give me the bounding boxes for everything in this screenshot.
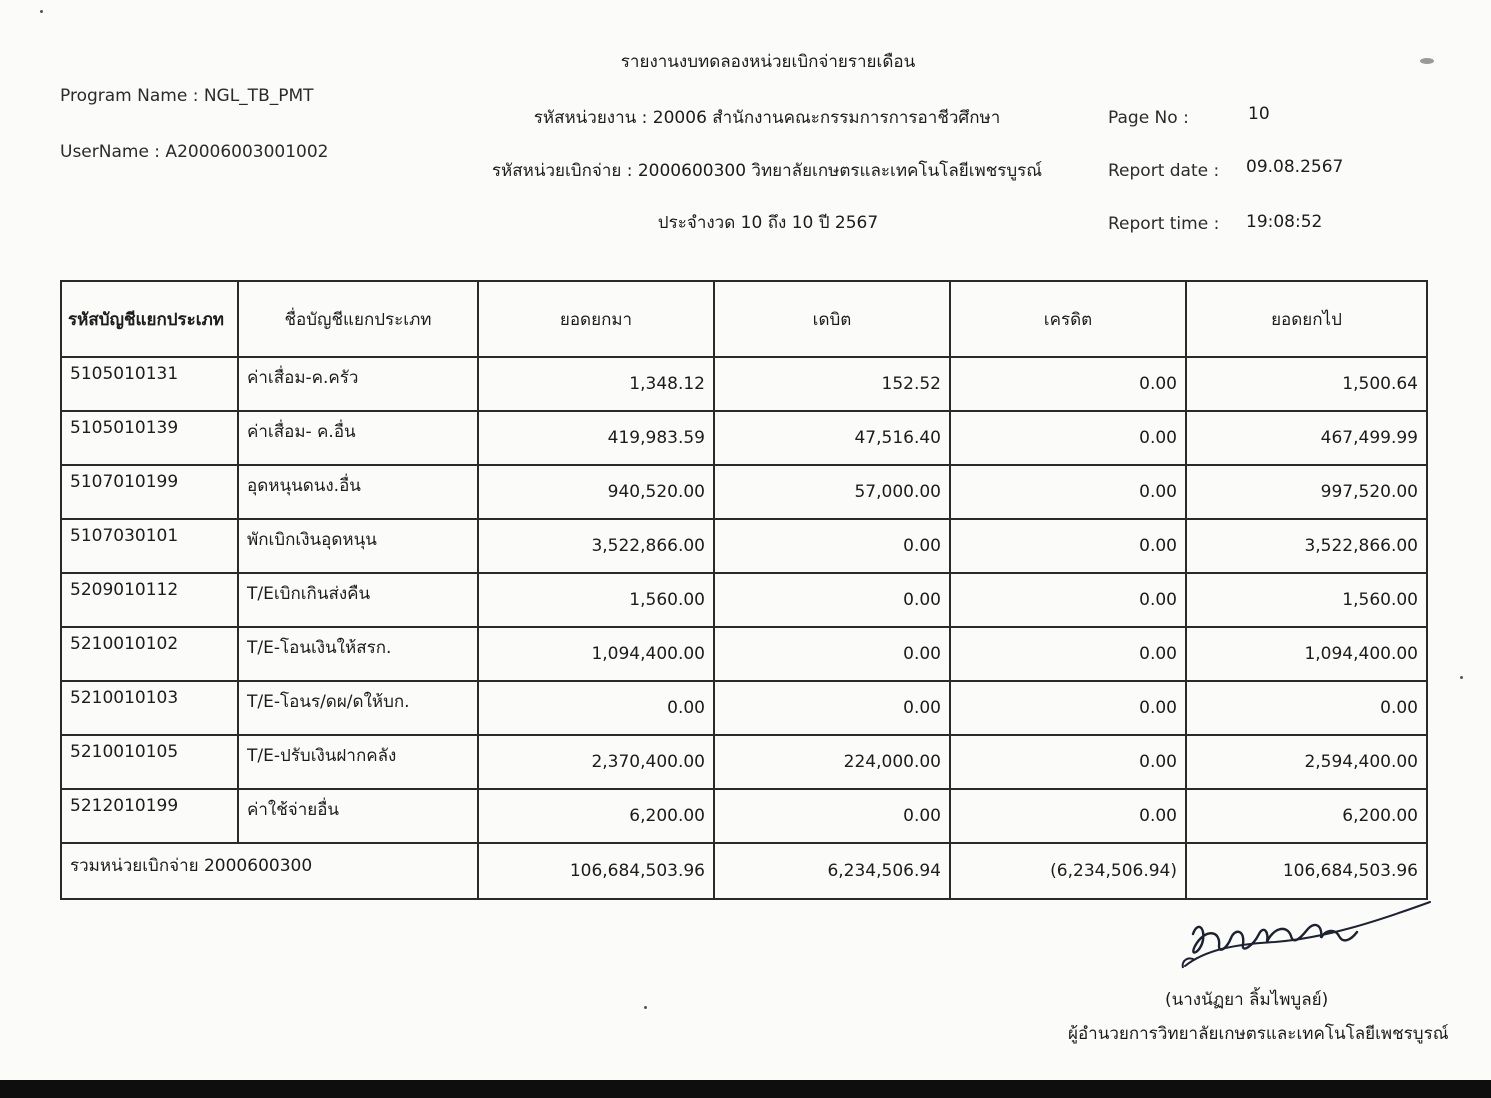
total-credit: (6,234,506.94) — [950, 843, 1186, 899]
cell-account-name: ค่าเสื่อม- ค.อื่น — [238, 411, 478, 465]
total-debit: 6,234,506.94 — [714, 843, 950, 899]
report-time-value: 19:08:52 — [1246, 212, 1323, 232]
page-bottom-edge — [0, 1080, 1491, 1098]
page-no-label: Page No : — [1108, 108, 1189, 128]
cell-carried-forward: 467,499.99 — [1186, 411, 1427, 465]
table-row — [61, 627, 1427, 681]
cell-account-name: พักเบิกเงินอุดหนุน — [238, 519, 478, 573]
report-title: รายงานงบทดลองหน่วยเบิกจ่ายรายเดือน — [620, 52, 916, 72]
cell-credit: 0.00 — [950, 789, 1186, 843]
cell-account-code: 5210010102 — [61, 627, 238, 681]
table-row — [61, 519, 1427, 573]
signer-name: (นางนัฏยา ลิ้มไพบูลย์) — [1165, 990, 1329, 1010]
cell-account-code: 5210010105 — [61, 735, 238, 789]
cell-credit: 0.00 — [950, 627, 1186, 681]
table-row — [61, 789, 1427, 843]
report-date-label: Report date : — [1108, 161, 1220, 181]
disbursing-unit-line: รหัสหน่วยเบิกจ่าย : 2000600300 วิทยาลัยเกษตรและเทคโนโลยีเพชรบูรณ์ — [491, 161, 1043, 181]
page-no-value: 10 — [1248, 104, 1270, 124]
cell-carried-forward: 6,200.00 — [1186, 789, 1427, 843]
cell-carried-forward: 997,520.00 — [1186, 465, 1427, 519]
cell-brought-forward: 1,560.00 — [478, 573, 714, 627]
cell-credit: 0.00 — [950, 573, 1186, 627]
cell-account-code: 5105010131 — [61, 357, 238, 411]
total-brought-forward: 106,684,503.96 — [478, 843, 714, 899]
signer-title: ผู้อำนวยการวิทยาลัยเกษตรและเทคโนโลยีเพชรบูรณ์ — [1068, 1024, 1449, 1044]
cell-carried-forward: 1,094,400.00 — [1186, 627, 1427, 681]
cell-credit: 0.00 — [950, 357, 1186, 411]
cell-brought-forward: 419,983.59 — [478, 411, 714, 465]
cell-brought-forward: 1,348.12 — [478, 357, 714, 411]
paper-speck — [40, 10, 43, 13]
col-header-account-name: ชื่อบัญชีแยกประเภท — [238, 281, 478, 357]
cell-account-name: ค่าเสื่อม-ค.ครัว — [238, 357, 478, 411]
cell-credit: 0.00 — [950, 465, 1186, 519]
cell-credit: 0.00 — [950, 519, 1186, 573]
table-row — [61, 357, 1427, 411]
cell-account-code: 5210010103 — [61, 681, 238, 735]
total-carried-forward: 106,684,503.96 — [1186, 843, 1427, 899]
col-header-credit: เครดิต — [950, 281, 1186, 357]
cell-credit: 0.00 — [950, 735, 1186, 789]
cell-brought-forward: 940,520.00 — [478, 465, 714, 519]
cell-brought-forward: 2,370,400.00 — [478, 735, 714, 789]
cell-debit: 0.00 — [714, 789, 950, 843]
cell-brought-forward: 3,522,866.00 — [478, 519, 714, 573]
cell-credit: 0.00 — [950, 681, 1186, 735]
cell-carried-forward: 2,594,400.00 — [1186, 735, 1427, 789]
cell-debit: 152.52 — [714, 357, 950, 411]
table-header-row — [61, 281, 1427, 357]
col-header-brought-forward: ยอดยกมา — [478, 281, 714, 357]
trial-balance-table-wrap — [60, 280, 1426, 900]
col-header-account-code: รหัสบัญชีแยกประเภท — [61, 281, 238, 357]
trial-balance-table — [60, 280, 1428, 900]
cell-brought-forward: 0.00 — [478, 681, 714, 735]
cell-debit: 0.00 — [714, 627, 950, 681]
cell-account-name: T/E-ปรับเงินฝากคลัง — [238, 735, 478, 789]
col-header-carried-forward: ยอดยกไป — [1186, 281, 1427, 357]
username: UserName : A20006003001002 — [60, 142, 329, 162]
signature-image — [1175, 900, 1435, 980]
table-row — [61, 465, 1427, 519]
total-label: รวมหน่วยเบิกจ่าย 2000600300 — [61, 843, 478, 899]
cell-debit: 224,000.00 — [714, 735, 950, 789]
paper-speck — [644, 1006, 647, 1009]
table-total-row — [61, 843, 1427, 899]
cell-brought-forward: 6,200.00 — [478, 789, 714, 843]
cell-carried-forward: 1,560.00 — [1186, 573, 1427, 627]
cell-account-name: อุดหนุนดนง.อื่น — [238, 465, 478, 519]
cell-account-code: 5107030101 — [61, 519, 238, 573]
cell-account-name: T/E-โอนร/ดผ/ดให้บก. — [238, 681, 478, 735]
paper-speck — [1460, 676, 1463, 679]
cell-carried-forward: 1,500.64 — [1186, 357, 1427, 411]
table-body — [61, 357, 1427, 899]
col-header-debit: เดบิต — [714, 281, 950, 357]
cell-account-name: T/E-โอนเงินให้สรก. — [238, 627, 478, 681]
cell-account-name: T/Eเบิกเกินส่งคืน — [238, 573, 478, 627]
paper-speck — [1420, 58, 1434, 64]
cell-brought-forward: 1,094,400.00 — [478, 627, 714, 681]
program-name: Program Name : NGL_TB_PMT — [60, 86, 314, 106]
cell-debit: 0.00 — [714, 681, 950, 735]
cell-carried-forward: 0.00 — [1186, 681, 1427, 735]
cell-debit: 57,000.00 — [714, 465, 950, 519]
cell-account-code: 5209010112 — [61, 573, 238, 627]
table-row — [61, 681, 1427, 735]
cell-debit: 47,516.40 — [714, 411, 950, 465]
cell-account-name: ค่าใช้จ่ายอื่น — [238, 789, 478, 843]
cell-account-code: 5107010199 — [61, 465, 238, 519]
report-date-value: 09.08.2567 — [1246, 157, 1344, 177]
cell-credit: 0.00 — [950, 411, 1186, 465]
cell-account-code: 5212010199 — [61, 789, 238, 843]
cell-carried-forward: 3,522,866.00 — [1186, 519, 1427, 573]
agency-line: รหัสหน่วยงาน : 20006 สำนักงานคณะกรรมการการอาชีวศึกษา — [533, 108, 1001, 128]
cell-account-code: 5105010139 — [61, 411, 238, 465]
table-row — [61, 735, 1427, 789]
cell-debit: 0.00 — [714, 573, 950, 627]
report-time-label: Report time : — [1108, 214, 1220, 234]
period-line: ประจำงวด 10 ถึง 10 ปี 2567 — [657, 213, 879, 233]
table-row — [61, 411, 1427, 465]
table-row — [61, 573, 1427, 627]
cell-debit: 0.00 — [714, 519, 950, 573]
